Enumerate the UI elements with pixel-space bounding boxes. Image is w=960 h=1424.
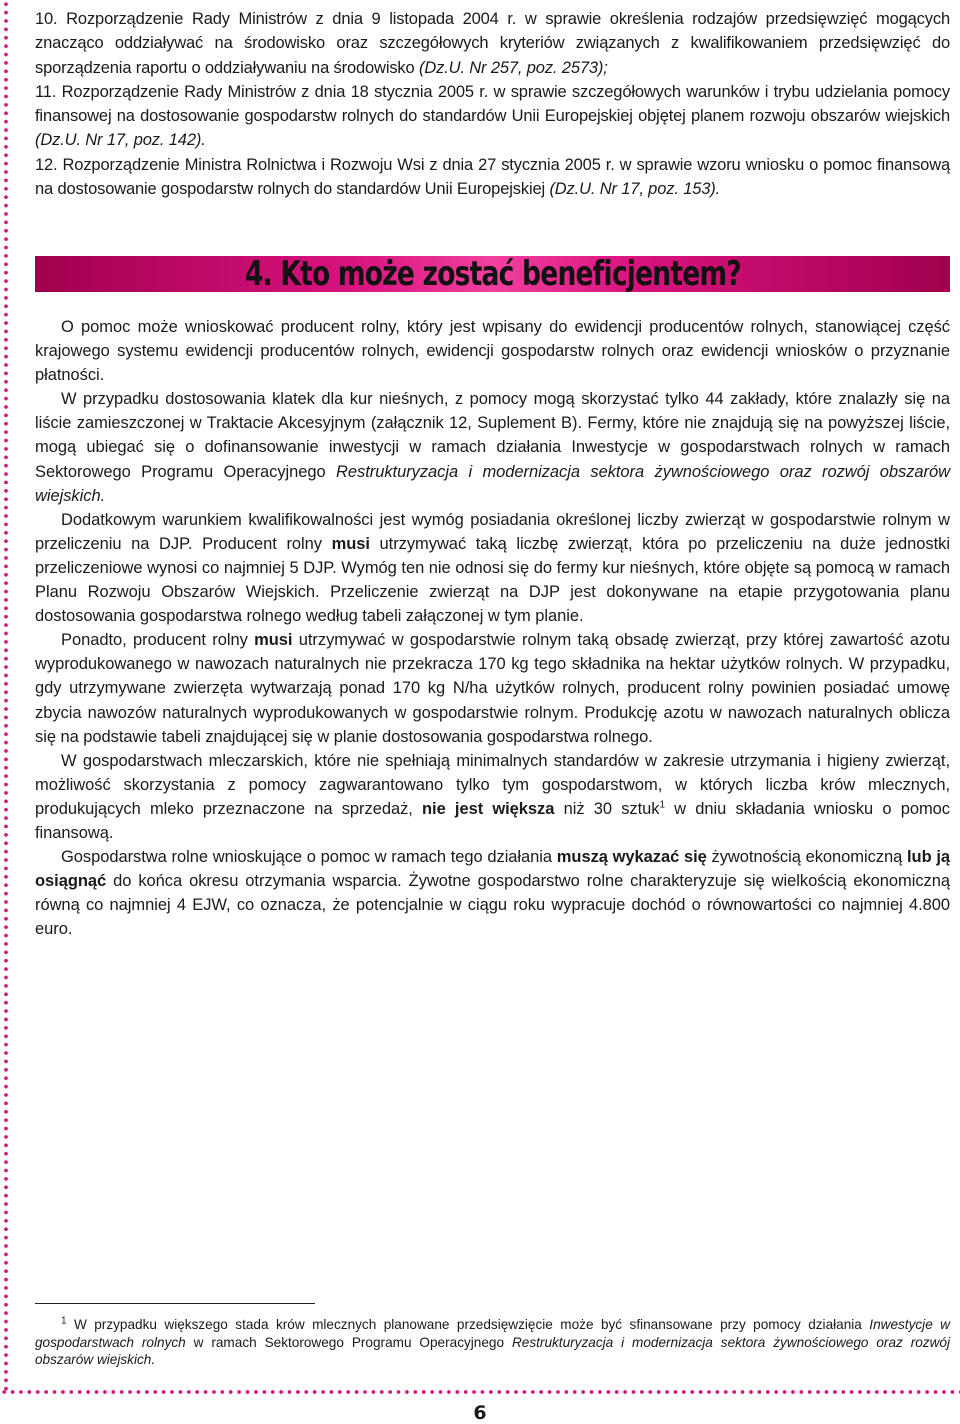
reference-citation: (Dz.U. Nr 257, poz. 2573); bbox=[419, 58, 608, 77]
paragraph-text: utrzymywać taką liczbę zwierząt, która po przeliczeniu na duże jednostki przeliczeniowe wynosi co najmniej 5 DJP. Wymóg ten nie odnosi się do fermy kur nieśnych, które objęte są pomocą w ramach Planu Rozwoju Obszarów Wiejskich. Przeliczenie zwierząt na DJP jest dokonywane na etapie przygotowania planu dostosowania gospodarstwa rolnego według tabeli załączonej w tym planie. bbox=[35, 534, 950, 626]
reference-text: Rozporządzenie Rady Ministrów z dnia 9 listopada 2004 r. w sprawie określenia rodzajów przedsięwzięć mogących znacząco oddziaływać na środowisko oraz szczegółowych kryteriów związanych z kwalifikowaniem przedsięwzięć do sporządzenia raportu o oddziaływaniu na środowisko bbox=[35, 10, 950, 77]
reference-number: 12. bbox=[35, 155, 58, 174]
footnote-number: 1 bbox=[61, 1315, 67, 1327]
reference-text: Rozporządzenie Rady Ministrów z dnia 18 stycznia 2005 r. w sprawie szczegółowych warunków i trybu udzielania pomocy finansowej na dostosowanie gospodarstw rolnych do standardów Unii Europejskiej objętej planem rozwoju obszarów wiejskich bbox=[35, 82, 950, 126]
decorative-dotted-border-left bbox=[3, 0, 9, 1395]
reference-number: 10. bbox=[35, 10, 58, 28]
paragraph-text: W przypadku dostosowania klatek dla kur nieśnych, z pomocy mogą skorzystać tylko 44 zakłady, które znalazły się na liście zamieszczonej w Traktacie Akcesyjnym (załącznik 12, Suplement B). Fermy, które nie znajdują się na powyższej liście, mogą ubiegać się o dofinansowanie inwestycji w ramach działania Inwestycje w gospodarstwach rolnych w ramach Sektorowego Programu Operacyjnego bbox=[35, 390, 950, 481]
reference-citation: (Dz.U. Nr 17, poz. 142). bbox=[35, 131, 206, 150]
paragraph bbox=[35, 628, 950, 748]
decorative-dotted-border-bottom bbox=[0, 1388, 960, 1396]
section-heading-band bbox=[35, 256, 950, 292]
emphasis-bold: lub ją osiągnąć bbox=[35, 848, 950, 891]
emphasis-bold: musi bbox=[331, 534, 370, 553]
paragraph bbox=[35, 749, 950, 845]
page-content bbox=[35, 7, 950, 939]
legal-references-list bbox=[35, 7, 950, 201]
paragraph-text: w dniu składania wniosku o pomoc finansową. bbox=[35, 799, 950, 842]
footnote-italic: Inwestycje w gospodarstwach rolnych bbox=[35, 1317, 950, 1350]
page-number: 6 bbox=[473, 1402, 487, 1424]
footnote-text: w ramach Sektorowego Programu Operacyjnego bbox=[185, 1334, 512, 1350]
reference-item bbox=[35, 80, 950, 153]
emphasis-bold: musi bbox=[254, 631, 293, 650]
emphasis-bold: muszą wykazać się bbox=[556, 848, 707, 867]
footnote-divider bbox=[35, 1303, 315, 1304]
paragraph-text: Dodatkowym warunkiem kwalifikowalności jest wymóg posiadania określonej liczby zwierząt w gospodarstwie rolnym w przeliczeniu na DJP. Producent rolny bbox=[35, 510, 950, 553]
footnote-italic: Restrukturyzacja i modernizacja sektora żywnościowego oraz rozwój obszarów wiejskich. bbox=[35, 1334, 950, 1367]
paragraph-text: utrzymywać w gospodarstwie rolnym taką obsadę zwierząt, przy której zawartość azotu wyprodukowanego w nawozach naturalnych nie przekracza 170 kg tego składnika na hektar użytków rolnych. W przypadku, gdy utrzymywane zwierzęta wytwarzają ponad 170 kg N/ha użytków rolnych, producent rolny powinien posiadać umowę zbycia nawozów naturalnych wyprodukowanych w gospodarstwie rolnym. Produkcję azotu w nawozach naturalnych oblicza się na podstawie tabeli znajdującej się w planie dostosowania gospodarstwa rolnego. bbox=[35, 631, 950, 746]
paragraph-text: do końca okresu otrzymania wsparcia. Żywotne gospodarstwo rolne charakteryzuje się wielkością ekonomiczną równą co najmniej 4 EJW, co oznacza, że potencjalnie w ciągu roku wypracuje dochód o równowartości co najmniej 4.800 euro. bbox=[35, 872, 950, 939]
emphasis-bold: nie jest większa bbox=[422, 799, 555, 818]
paragraph bbox=[35, 845, 950, 941]
reference-item bbox=[35, 153, 950, 202]
paragraph-text: Ponadto, producent rolny bbox=[61, 631, 255, 650]
footnote-text: W przypadku większego stada krów mlecznych planowane przedsięwzięcie może być sfinansowane przy pomocy działania bbox=[66, 1317, 870, 1332]
reference-text: Rozporządzenie Ministra Rolnictwa i Rozwoju Wsi z dnia 27 stycznia 2005 r. w sprawie wzoru wniosku o pomoc finansową na dostosowanie gospodarstw rolnych do standardów Unii Europejskiej bbox=[35, 155, 950, 199]
reference-citation: (Dz.U. Nr 17, poz. 153). bbox=[549, 180, 721, 199]
paragraph-text: Gospodarstwa rolne wnioskujące o pomoc w ramach tego działania bbox=[61, 848, 557, 867]
paragraph: O pomoc może wnioskować producent rolny, który jest wpisany do ewidencji producentów rolnych, stanowiącej część krajowego systemu ewidencji producentów rolnych, ewidencji gospodarstw rolnych oraz ewidencji wniosków o przyznanie płatności. bbox=[35, 318, 950, 385]
paragraph bbox=[35, 387, 950, 507]
section-title: 4. Kto może zostać beneficjentem? bbox=[244, 254, 741, 294]
paragraph-text: żywotnością ekonomiczną bbox=[706, 848, 907, 867]
footnote bbox=[35, 1316, 950, 1369]
program-name-italic: Restrukturyzacja i modernizacja sektora żywnościowego oraz rozwój obszarów wiejskich. bbox=[35, 462, 950, 505]
paragraph-text: W gospodarstwach mleczarskich, które nie spełniają minimalnych standardów w zakresie utrzymania i higieny zwierząt, możliwość skorzystania z pomocy zagwarantowano tylko tym gospodarstwom, w których liczba krów mlecznych, produkujących mleko przeznaczone na sprzedaż, bbox=[35, 751, 950, 818]
paragraph bbox=[35, 508, 950, 628]
footnote-marker[interactable]: 1 bbox=[659, 799, 665, 811]
reference-item bbox=[35, 7, 950, 80]
paragraph-text: niż 30 sztuk bbox=[554, 799, 660, 818]
reference-number: 11. bbox=[35, 82, 57, 101]
section-body bbox=[35, 315, 950, 941]
